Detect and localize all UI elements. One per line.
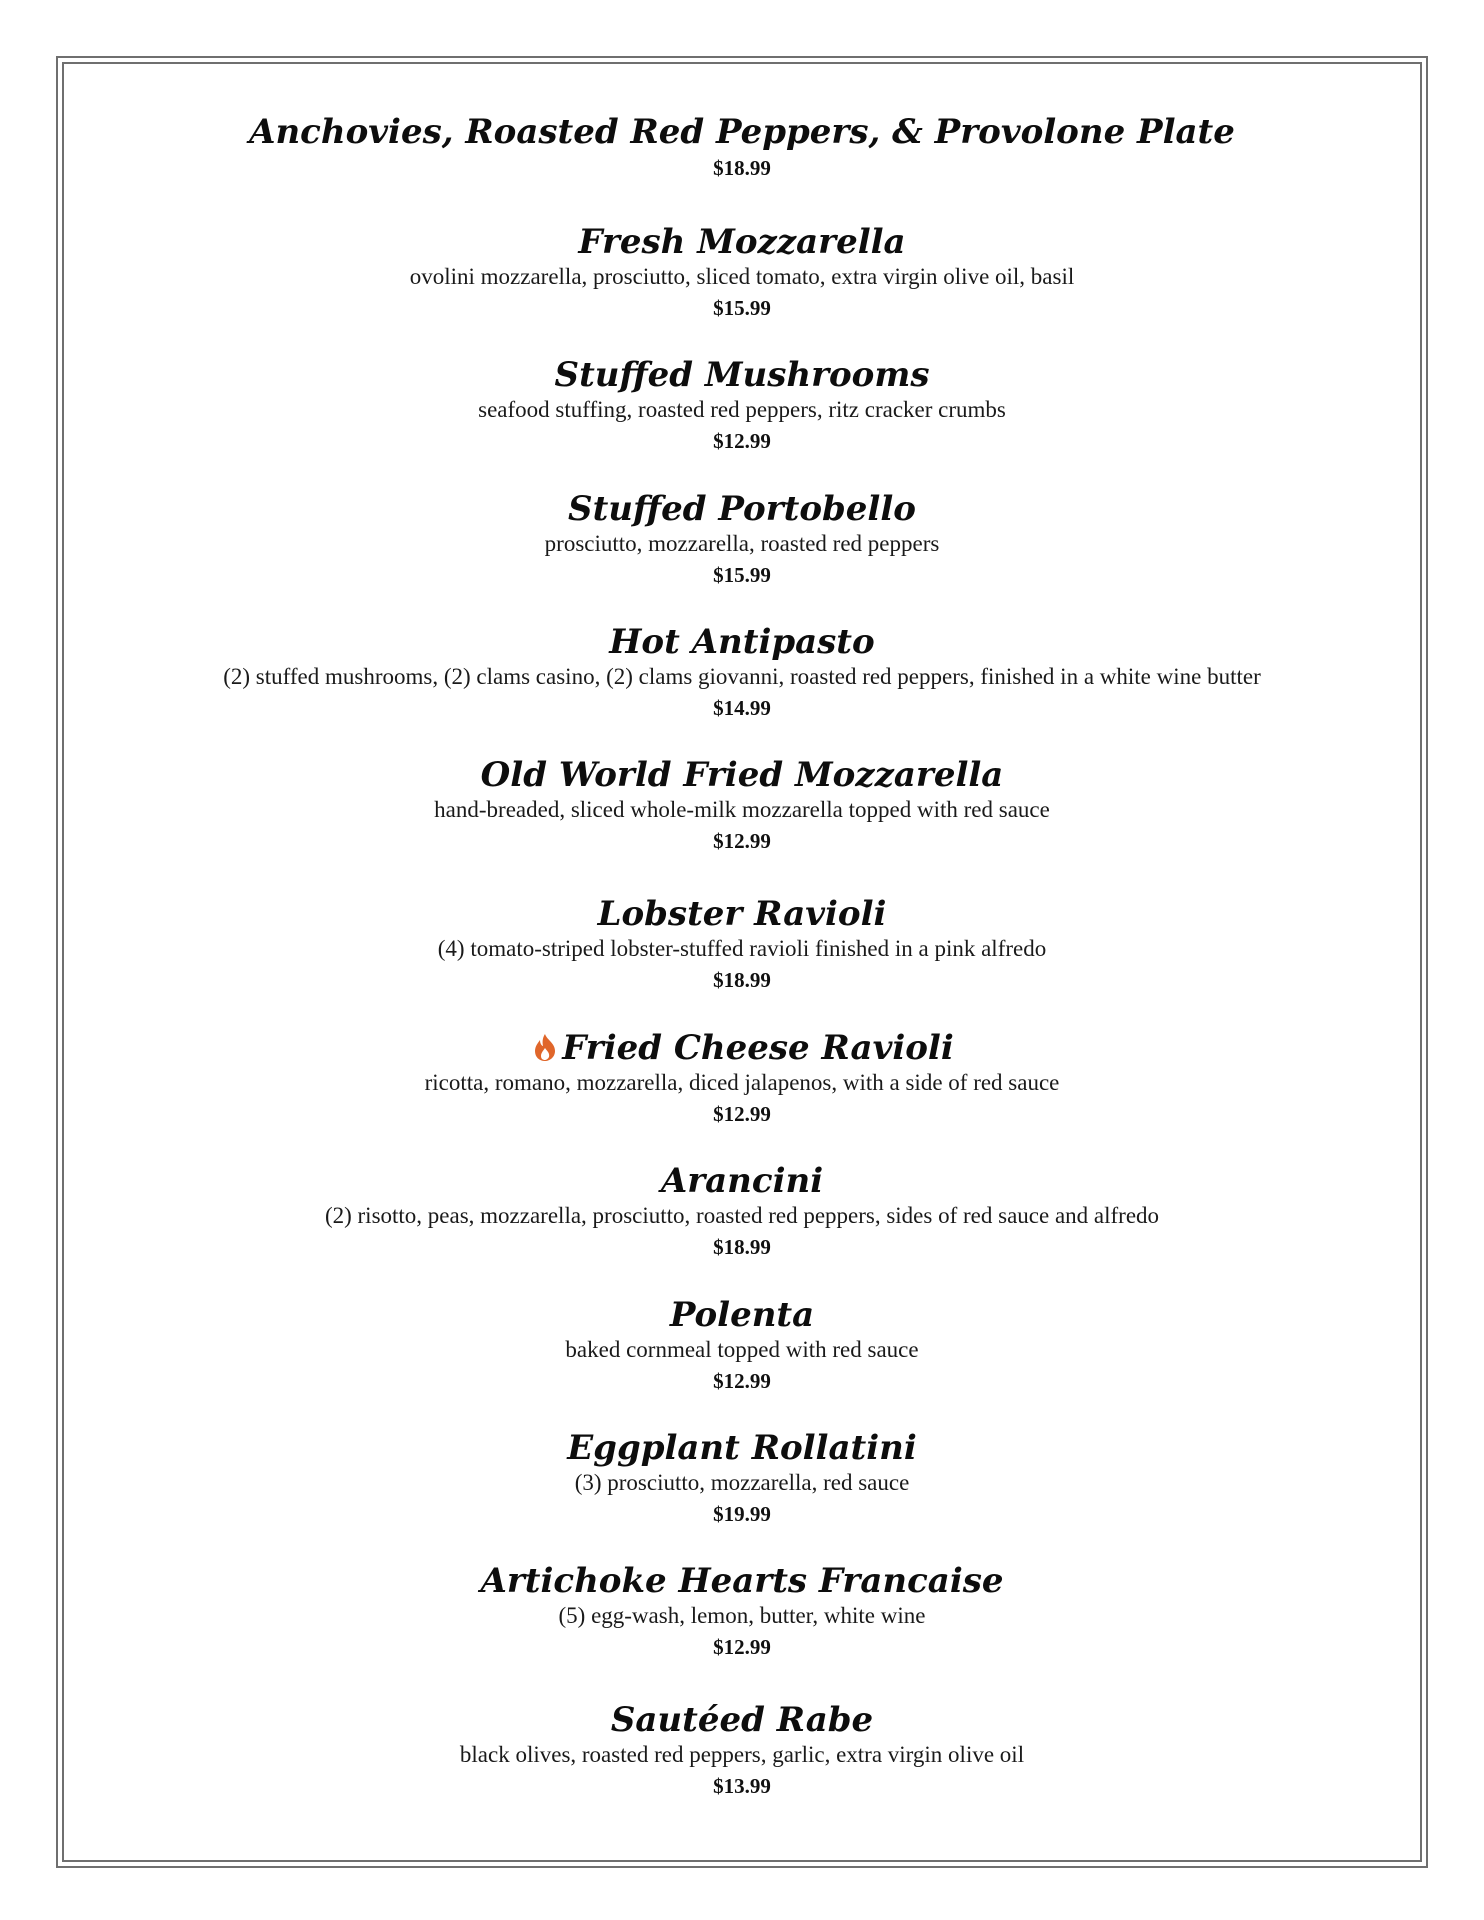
item-name: Artichoke Hearts Francaise bbox=[480, 1561, 1004, 1601]
item-price: $13.99 bbox=[713, 1774, 771, 1798]
item-description: hand-breaded, sliced whole-milk mozzarella topped with red sauce bbox=[434, 797, 1050, 822]
item-price: $12.99 bbox=[713, 1102, 771, 1126]
item-name: Sautéed Rabe bbox=[610, 1700, 874, 1740]
flame-icon bbox=[530, 1032, 560, 1062]
menu-item-sauteed-rabe bbox=[62, 1700, 1422, 1802]
menu-item-anchovies-plate bbox=[62, 112, 1422, 184]
item-name: Fresh Mozzarella bbox=[578, 222, 906, 262]
menu-item-old-world-fried-mozzarella bbox=[62, 755, 1422, 857]
item-name: Lobster Ravioli bbox=[597, 894, 887, 934]
menu-item-fried-cheese-ravioli bbox=[62, 1028, 1422, 1130]
item-price: $18.99 bbox=[713, 1235, 771, 1259]
item-description: baked cornmeal topped with red sauce bbox=[565, 1337, 919, 1362]
item-description: black olives, roasted red peppers, garlic, extra virgin olive oil bbox=[459, 1742, 1025, 1767]
item-price: $12.99 bbox=[713, 429, 771, 453]
menu-item-eggplant-rollatini bbox=[62, 1428, 1422, 1530]
menu-item-hot-antipasto bbox=[62, 622, 1422, 724]
item-description: (2) risotto, peas, mozzarella, prosciutto, roasted red peppers, sides of red sauce and alfredo bbox=[324, 1203, 1160, 1228]
item-description: ovolini mozzarella, prosciutto, sliced tomato, extra virgin olive oil, basil bbox=[409, 264, 1075, 289]
item-price: $12.99 bbox=[713, 829, 771, 853]
menu-item-stuffed-portobello bbox=[62, 489, 1422, 591]
item-name: Arancini bbox=[660, 1161, 824, 1201]
item-name: Stuffed Portobello bbox=[568, 489, 916, 529]
item-name: Anchovies, Roasted Red Peppers, & Provolone Plate bbox=[249, 112, 1235, 152]
menu-item-polenta bbox=[62, 1295, 1422, 1397]
item-description: (3) prosciutto, mozzarella, red sauce bbox=[574, 1470, 910, 1495]
menu-item-arancini bbox=[62, 1161, 1422, 1263]
item-description: (5) egg-wash, lemon, butter, white wine bbox=[558, 1603, 926, 1628]
item-name: Stuffed Mushrooms bbox=[554, 355, 930, 395]
item-price: $15.99 bbox=[713, 296, 771, 320]
item-price: $19.99 bbox=[713, 1502, 771, 1526]
item-name: Hot Antipasto bbox=[609, 622, 875, 662]
menu-item-artichoke-hearts-francaise bbox=[62, 1561, 1422, 1663]
menu-item-lobster-ravioli bbox=[62, 894, 1422, 996]
item-description: (2) stuffed mushrooms, (2) clams casino, (2) clams giovanni, roasted red peppers, finished in a white wine butter bbox=[223, 664, 1261, 689]
item-description: ricotta, romano, mozzarella, diced jalapenos, with a side of red sauce bbox=[424, 1070, 1060, 1095]
item-description: seafood stuffing, roasted red peppers, ritz cracker crumbs bbox=[478, 397, 1006, 422]
item-price: $15.99 bbox=[713, 563, 771, 587]
item-name: Polenta bbox=[669, 1295, 815, 1335]
item-price: $18.99 bbox=[713, 968, 771, 992]
item-price: $12.99 bbox=[713, 1369, 771, 1393]
menu-item-stuffed-mushrooms bbox=[62, 355, 1422, 457]
item-price: $18.99 bbox=[713, 156, 771, 180]
item-description: (4) tomato-striped lobster-stuffed ravioli finished in a pink alfredo bbox=[437, 936, 1047, 961]
item-name: Fried Cheese Ravioli bbox=[562, 1028, 954, 1068]
item-name-row bbox=[62, 1028, 1422, 1068]
item-name: Old World Fried Mozzarella bbox=[480, 755, 1004, 795]
item-name: Eggplant Rollatini bbox=[567, 1428, 917, 1468]
item-price: $14.99 bbox=[713, 696, 771, 720]
item-description: prosciutto, mozzarella, roasted red peppers bbox=[544, 531, 940, 556]
menu-item-fresh-mozzarella bbox=[62, 222, 1422, 324]
item-price: $12.99 bbox=[713, 1635, 771, 1659]
